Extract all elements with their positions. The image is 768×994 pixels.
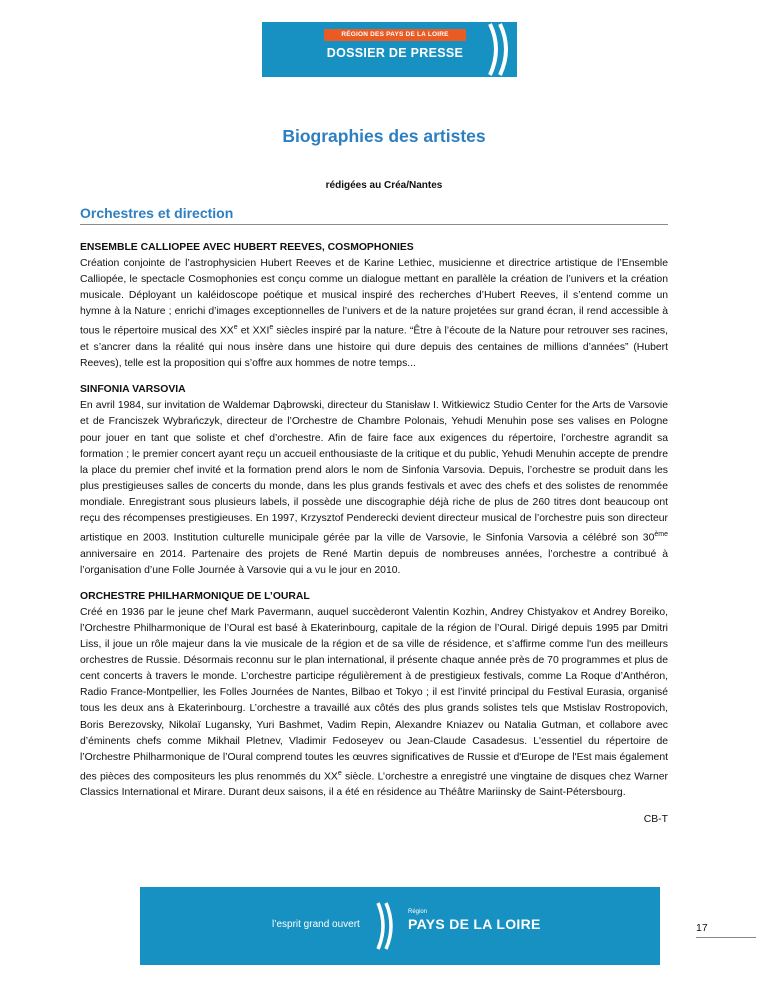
footer-tagline: l’esprit grand ouvert [272,919,360,930]
footer-banner [140,887,660,965]
region-logo-icon [488,22,517,77]
section-heading: Orchestres et direction [80,205,668,225]
bio-text: Création conjointe de l’astrophysicien Hubert Reeves et de Karine Lethiec, musicienne et directrice artistique de l’Ensemble Calliopée, le spectacle Cosmophonies est conçu comme un dialogue mettant en parallèle la création de l’univers et la création musicale. Déployant un kaléidoscope poétique et musical inspiré des recherches d’Hubert Reeves, il s’entend comme un hymne à la Nature ; enrichi d’images exceptionnelles de l’univers et de la nature projetées sur grand écran, il rend accessible à tous le répertoire musical des XXe et XXIe siècles inspiré par la nature. “Être à l’écoute de la Nature pour retrouver ses racines, et s’ancrer dans la réalité qui nous insère dans une histoire qui dure depuis des centaines de millions d’années” (Hubert Reeves), telle est la proposition qui s’offre aux hommes de notre temps... [80,258,669,370]
bio-title: ENSEMBLE CALLIOPEE AVEC HUBERT REEVES, COSMOPHONIES [80,242,414,253]
header-region-label: RÉGION DES PAYS DE LA LOIRE [324,29,466,41]
bio-title: ORCHESTRE PHILHARMONIQUE DE L’OURAL [80,590,310,602]
bio-text: Créé en 1936 par le jeune chef Mark Pavermann, auquel succèderont Valentin Kozhin, Andrey Chistyakov et Andrey Boreiko, l’Orchestre Philharmonique de l’Oural est basé à Ekaterinbourg, capitale de la région de l’Oural. Dirigé depuis 1995 par Dmitri Liss, il joue un rôle majeur dans la vie musicale de la région et de sa ville de résidence, et s’affirme comme l'un des meilleurs orchestres de Russie. Désormais reconnu sur le plan international, il présente chaque année près de 70 programmes et plus de cent concerts à travers le monde. L’orchestre participe régulièrement à de prestigieux festivals, comme La Roque d’Anthéron, Radio France-Montpellier, les Folles Journées de Nantes, Bilbao et Tokyo ; il est l’invité principal du Festival Eurasia, organisé tous les deux ans à Ekaterinbourg. L’orchestre a travaillé aux côtés des plus grands solistes tels que Mstislav Rostropovich, Boris Berezovsky, Nikolaï Lugansky, Yuri Bashmet, Vadim Repin, Alexandre Kniazev ou Natalia Gutman, et collabore avec d’éminents chefs comme Mikhail Pletnev, Vladimir Fedoseyev ou Jean-Claude Casadesus. L'essentiel du répertoire de l’Orchestre Philharmonique de l’Oural comprend toutes les œuvres significatives de Russie et d'Europe de l'Est mais également des pièces des compositeurs les plus renommés du XXe siècle. L’orchestre a enregistré une vingtaine de disques chez Warner Classics International et Mirare. Durant deux saisons, il a été en résidence au Théâtre Mariinsky de Saint-Pétersbourg. [80,606,668,799]
bio-text: En avril 1984, sur invitation de Waldemar Dąbrowski, directeur du Stanisław I. Witkiewicz Studio Center for the Arts de Varsovie et de Franciszek Wybrańczyk, directeur de l’Orchestre de Chambre Polonais, Yehudi Menuhin pose ses valises en Pologne pour jouer en tant que soliste et chef d’orchestre. Afin de faire face aux exigences du répertoire, l’orchestre agrandit sa formation ; le premier concert ayant reçu un accueil enthousiaste de la critique et du public, Yehudi Menuhin accepte de prendre la place du premier chef invité et la formation prend alors le nom de Sinfonia Varsovia. Depuis, l’orchestre se produit dans les plus prestigieuses salles de concerts du monde, dans les plus grands festivals et avec des chefs et des solistes de renommée mondiale. Enregistrant sous plusieurs labels, il possède une discographie déjà riche de plus de 260 titres dont beaucoup ont reçu des récompenses prestigieuses. En 1997, Krzysztof Penderecki devient directeur musical de l’orchestre puis son directeur artistique en 2003. Institution culturelle municipale gérée par la ville de Varsovie, le Sinfonia Varsovia a célébré son 30ème anniversaire en 2014. Partenaire des projets de René Martin depuis de nombreuses années, l’orchestre a contribué à l’organisation d’une Folle Journée à Varsovie qui a vu le jour en 2010. [80,400,669,576]
page-title: Biographies des artistes [282,126,486,146]
bio-oural [80,589,668,802]
bio-calliopee [80,240,668,372]
header-title: DOSSIER DE PRESSE [326,46,464,60]
region-logo-icon [376,901,400,951]
author-signature: CB-T [643,813,668,825]
article-body [80,240,668,828]
footer-region: PAYS DE LA LOIRE [408,916,541,932]
bio-title: SINFONIA VARSOVIA [80,384,186,396]
footer-region-small: Région [408,909,428,915]
bio-sinfonia-varsovia [80,382,668,579]
page-number: 17 [696,922,756,938]
page-subtitle: rédigées au Créa/Nantes [325,180,443,191]
header-banner [262,22,517,77]
